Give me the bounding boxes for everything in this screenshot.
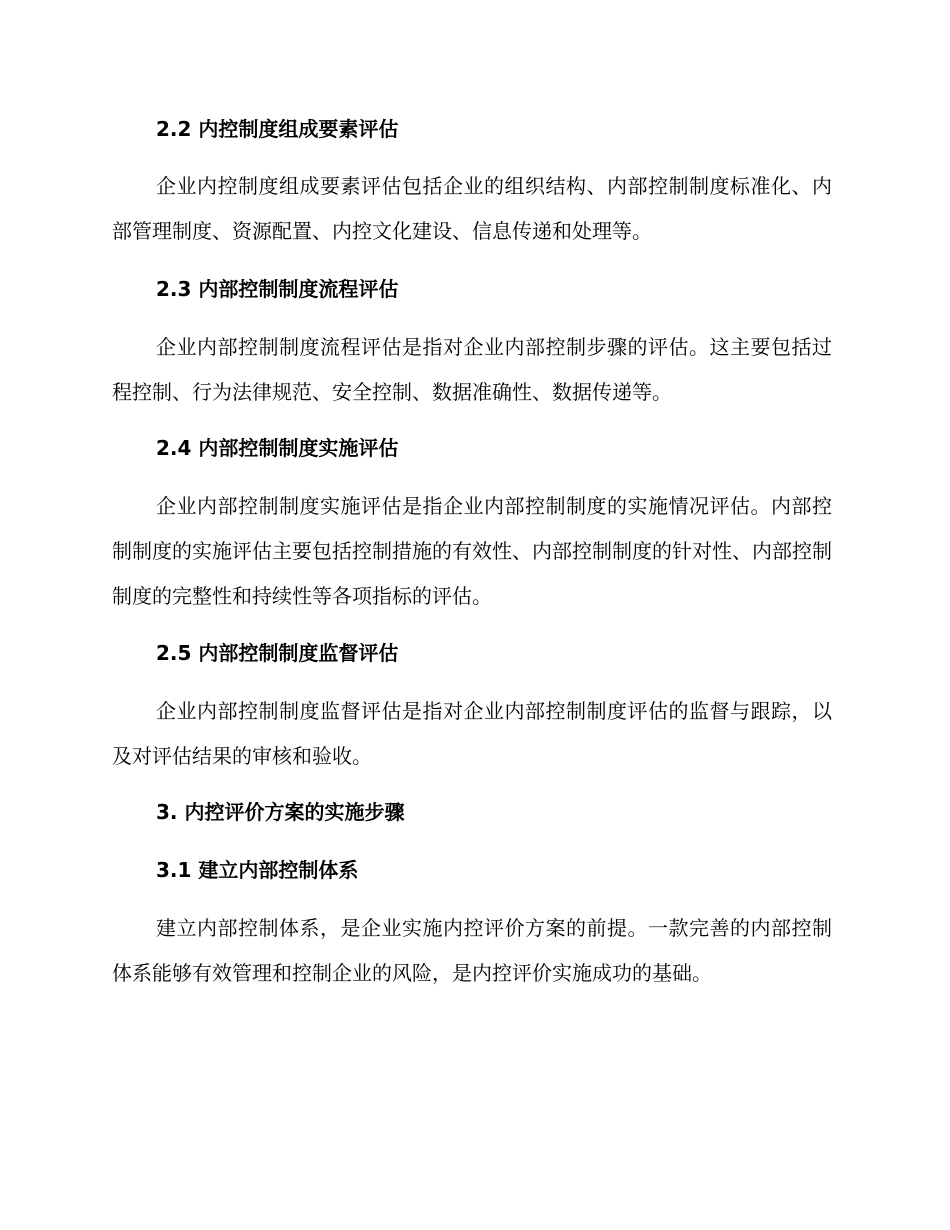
section-heading-2-2: 2.2 内控制度组成要素评估 [156, 117, 399, 141]
section-heading-2-3: 2.3 内部控制制度流程评估 [156, 277, 399, 301]
section-heading-2-4: 2.4 内部控制制度实施评估 [156, 436, 399, 460]
section-heading-2-5: 2.5 内部控制制度监督评估 [156, 641, 399, 665]
section-paragraph-3-1: 建立内部控制体系，是企业实施内控评价方案的前提。一款完善的内部控制体系能够有效管理和控制企业的风险，是内控评价实施成功的基础。 [112, 916, 832, 985]
section-paragraph-2-2: 企业内控制度组成要素评估包括企业的组织结构、内部控制制度标准化、内部管理制度、资源配置、内控文化建设、信息传递和处理等。 [112, 174, 832, 243]
section-paragraph-2-3: 企业内部控制制度流程评估是指对企业内部控制步骤的评估。这主要包括过程控制、行为法律规范、安全控制、数据准确性、数据传递等。 [112, 335, 832, 404]
section-paragraph-2-5: 企业内部控制制度监督评估是指对企业内部控制制度评估的监督与跟踪，以及对评估结果的审核和验收。 [112, 699, 832, 768]
section-paragraph-2-4: 企业内部控制制度实施评估是指企业内部控制制度的实施情况评估。内部控制制度的实施评估主要包括控制措施的有效性、内部控制制度的针对性、内部控制制度的完整性和持续性等各项指标的评估。 [112, 494, 832, 608]
chapter-heading-3: 3. 内控评价方案的实施步骤 [156, 800, 405, 824]
section-heading-3-1: 3.1 建立内部控制体系 [156, 858, 359, 882]
